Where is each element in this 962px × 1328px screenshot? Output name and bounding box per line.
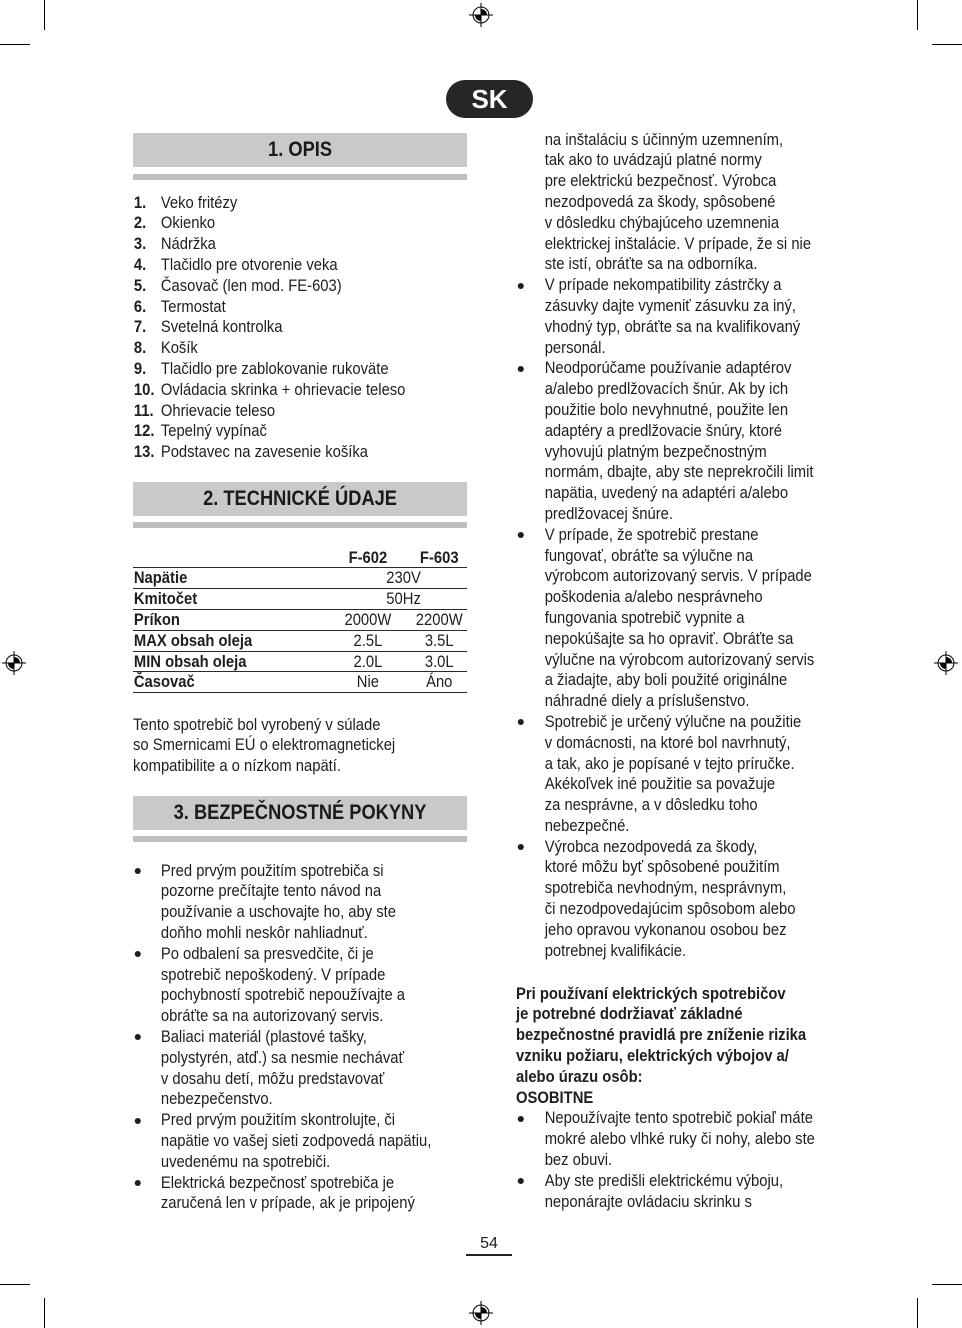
bullet-icon [518,844,524,850]
registration-mark-icon [469,3,493,27]
item-text: Tlačidlo pre otvorenie veka [160,254,338,274]
crop-mark [932,1284,962,1285]
bullet-icon [518,366,524,372]
cell-value: Áno [426,672,453,692]
item-text: Podstavec na zavesenie košíka [160,442,369,462]
item-text: Svetelná kontrolka [160,317,283,337]
bullet-text: Aby ste predišli elektrickému výboju, neponárajte ovládaciu skrinku s [544,1170,784,1211]
cell-value: Nie [356,672,379,692]
item-text: Ohrievacie teleso [160,400,276,420]
page-number-underline [466,1254,512,1256]
item-number: 7. [133,317,147,337]
item-text: Okienko [160,213,216,233]
bullet-text: V prípade nekompatibility zástrčky a zásuvky dajte vymeniť zásuvku za iný, vhodný typ, obráťte sa na kvalifikovaný personál. [544,275,801,357]
list-item [133,359,467,380]
section-title-underline [133,522,467,528]
item-number: 5. [133,275,147,295]
crop-mark [0,44,30,45]
item-number: 6. [133,296,147,316]
list-item [133,213,467,234]
continued-text-body: na inštaláciu s účinným uzemnením, tak ako to uvádzajú platné normy pre elektrickú bezpečnosť. Výrobca nezodpovedá za škody, spôsobené v dôsledku chýbajúceho uzemnenia elektrickej inštalácie. V prípade, že si nie ste istí, obráťte sa na odborníka. [544,129,812,274]
cell-value: 2.5L [353,630,383,650]
row-label: MAX obsah oleja [133,630,253,650]
bullet-icon [518,283,524,289]
item-number: 8. [133,338,147,358]
crop-mark [0,1284,30,1285]
cell-value: 3.0L [424,651,454,671]
table-row [133,631,467,652]
cell-value: 2.0L [353,651,383,671]
bullet-text: Nepoužívajte tento spotrebič pokiaľ máte mokré alebo vlhké ruky či nohy, alebo ste bez obuvi. [544,1108,815,1169]
row-label: Časovač [133,672,195,692]
warning-heading: Pri používaní elektrických spotrebičov je potrebné dodržiavať základné bezpečnostné pravidlá pre zníženie rizika vzniku požiaru, elektrických výbojov a/ alebo úrazu osôb: [516,983,807,1086]
left-column [133,0,467,1328]
row-label: Príkon [133,609,180,629]
section-title-underline [133,836,467,842]
crop-mark [44,1298,45,1328]
item-number: 9. [133,358,147,378]
list-item [133,255,467,276]
crop-mark [917,0,918,30]
bullet-icon [135,868,141,874]
compliance-note-text: Tento spotrebič bol vyrobený v súlade so Smernicami EÚ o elektromagnetickej kompatibilite a o nízkom napätí. [133,714,396,776]
bullet-text: Spotrebič je určený výlučne na použitie v domácnosti, na ktoré bol navrhnutý, a tak, ako je popísané v tejto príručke. Akékoľvek iné použitie sa považuje za nesprávne, a v dôsledku toho nebezpečné. [544,711,802,835]
bullet-text: Po odbalení sa presvedčite, či je spotrebič nepoškodený. V prípade pochybností spotrebič nepoužívajte a obráťte sa na autorizovaný servis. [160,943,406,1026]
item-number: 1. [133,192,147,212]
bullet-text: Pred prvým použitím spotrebiča si pozorne prečítajte tento návod na používanie a uschovajte ho, aby ste doňho mohli neskôr nahliadnuť. [160,860,396,942]
bullet-text: Pred prvým použitím skontrolujte, či napätie vo vašej sieti zodpovedá napätiu, uvedenému na spotrebiči. [160,1110,432,1171]
item-text: Tlačidlo pre zablokovanie rukoväte [160,358,389,378]
item-number: 2. [133,213,147,233]
table-row [133,568,467,589]
cell-value: 230V [386,568,421,588]
item-number: 12. [133,421,155,441]
item-number: 4. [133,254,147,274]
list-item [133,1027,467,1110]
list-item [133,193,467,214]
item-number: 11. [133,400,154,420]
bullet-icon [518,1116,524,1122]
list-item [133,297,467,318]
language-badge: SK [446,80,533,118]
list-item [133,317,467,338]
table-row [133,672,467,693]
item-text: Ovládacia skrinka + ohrievacie teleso [160,379,406,399]
page-number: 54 [480,1235,498,1252]
section-title-technical: 2. TECHNICKÉ ÚDAJE [133,482,467,516]
bullet-text: Neodporúčame používanie adaptérov a/alebo predlžovacích šnúr. Ak by ich použitie bolo nevyhnutné, použite len adaptéry a predlžovacie šnúry, ktoré vyhovujú platným bezpečnostným normám, dbajte, aby ste neprekročili limit napätia, uvedený na adaptéri a/alebo predlžovacej šnúre. [544,358,814,523]
list-item [516,358,848,524]
safety-bullet-list [133,861,467,1215]
list-item [133,380,467,401]
column-header-f603: F-603 [419,547,459,567]
registration-mark-icon [934,651,958,675]
list-item [516,837,848,962]
bullet-text: V prípade, že spotrebič prestane fungovať, obráťte sa výlučne na výrobcom autorizovaný servis. V prípade poškodenia a/alebo nesprávneho fungovania spotrebič vypnite a nepokúšajte sa ho opraviť. Obráťte sa výlučne na výrobcom autorizovaný servis a žiadajte, aby boli použité originálne náhradné diely a príslušenstvo. [544,524,815,711]
item-text: Nádržka [160,234,216,254]
cell-value: 2200W [415,609,463,629]
item-text: Veko fritézy [160,192,238,212]
cell-value: 3.5L [424,630,454,650]
section-title-safety: 3. BEZPEČNOSTNÉ POKYNY [133,796,467,830]
table-row [133,589,467,610]
bullet-text: Elektrická bezpečnosť spotrebiča je zaručená len v prípade, ak je pripojený [160,1172,415,1213]
list-item [133,234,467,255]
bullet-icon [518,532,524,538]
list-item [133,401,467,422]
parts-list [133,193,467,463]
safety-bullet-list-continued [516,130,848,962]
electrical-safety-block [516,984,848,1213]
item-text: Košík [160,338,198,358]
bullet-icon [135,1034,141,1040]
right-column [516,0,848,1328]
list-item [133,421,467,442]
list-item [516,712,848,837]
list-item [133,1110,467,1172]
cell-value: 50Hz [386,589,421,609]
subheading: OSOBITNE [516,1087,594,1107]
table-row [133,610,467,631]
table-row [133,652,467,673]
registration-mark-icon [469,1301,493,1325]
column-header-f602: F-602 [348,547,388,567]
bullet-text: Baliaci materiál (plastové tašky, polystyrén, atď.) sa nesmie nechávať v dosahu detí, môžu predstavovať nebezpečenstvo. [160,1026,405,1109]
bullet-icon [135,1180,141,1186]
item-text: Termostat [160,296,226,316]
row-label: MIN obsah oleja [133,651,247,671]
bullet-icon [135,1118,141,1124]
crop-mark [44,0,45,30]
crop-mark [932,44,962,45]
section-title-opis: 1. OPIS [133,133,467,167]
item-number: 10. [133,379,155,399]
list-item [133,1173,467,1215]
list-item [133,276,467,297]
row-label: Napätie [133,568,188,588]
table-header-row [133,548,467,569]
bullet-text: Výrobca nezodpovedá za škody, ktoré môžu byť spôsobené použitím spotrebiča nevhodným, nesprávnym, či nezodpovedajúcim spôsobom alebo jeho opravou vykonanou osobou bez potrebnej kvalifikácie. [544,836,796,960]
bullet-icon [135,951,141,957]
list-item [133,861,467,944]
section-title-underline [133,174,467,180]
bullet-icon [518,719,524,725]
compliance-note [133,715,467,777]
list-item [133,338,467,359]
item-number: 13. [133,442,155,462]
technical-data-table [133,548,467,694]
bullet-icon [518,1178,524,1184]
list-item [516,275,848,358]
list-item [516,1108,848,1170]
continued-text [516,130,848,276]
item-text: Tepelný vypínač [160,421,267,441]
registration-mark-icon [2,651,26,675]
item-text: Časovač (len mod. FE-603) [160,275,342,295]
crop-mark [917,1298,918,1328]
item-number: 3. [133,234,147,254]
list-item [133,944,467,1027]
list-item [516,525,848,712]
cell-value: 2000W [344,609,392,629]
row-label: Kmitočet [133,589,198,609]
list-item [516,1171,848,1213]
list-item [133,442,467,463]
